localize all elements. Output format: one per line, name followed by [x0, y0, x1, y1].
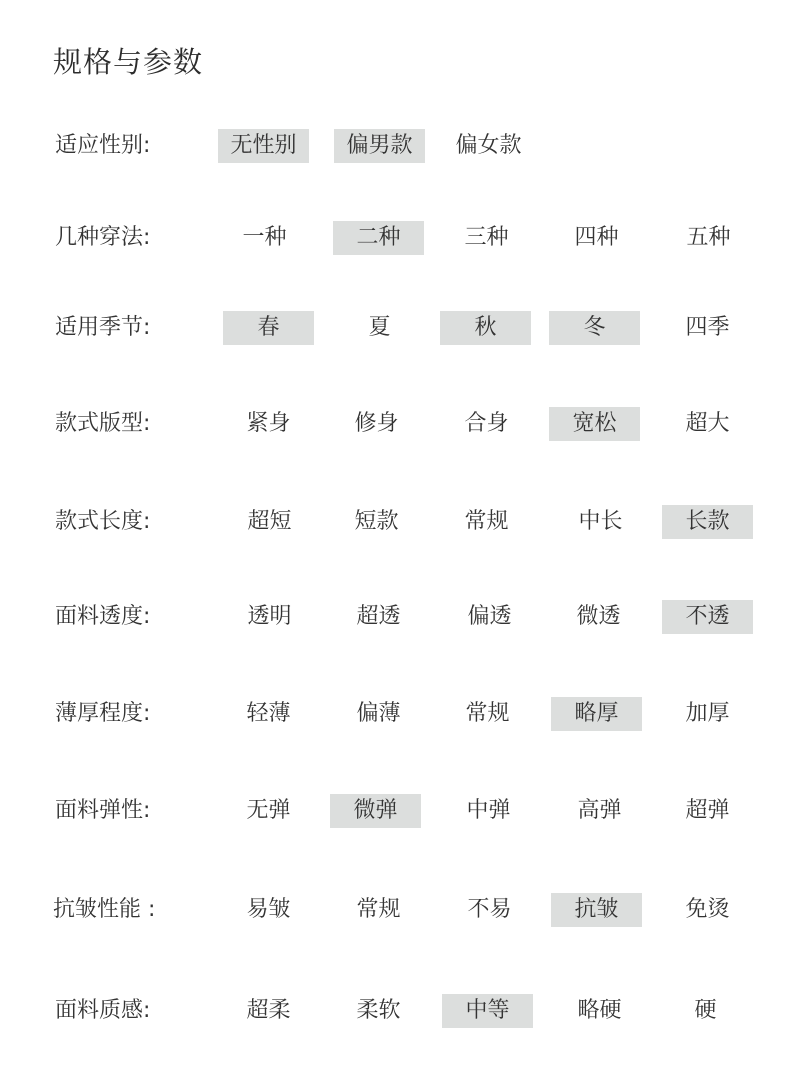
spec-row-fit: [0, 407, 812, 441]
option-chip: 微透: [576, 604, 621, 629]
option-chip: 偏透: [467, 604, 512, 629]
spec-row-wear-ways: [0, 221, 812, 255]
spec-row-elasticity: [0, 794, 812, 828]
option-chip-selected: 微弹: [330, 794, 421, 828]
option-chip: 超透: [356, 604, 401, 629]
option-chip: 修身: [354, 411, 399, 436]
option-chip-selected: 宽松: [549, 407, 640, 441]
spec-label: 适应性别:: [55, 133, 151, 158]
option-chip-selected: 二种: [333, 221, 424, 255]
option-chip-selected: 秋: [440, 311, 531, 345]
option-chip-selected: 偏男款: [334, 129, 425, 163]
option-chip: 易皱: [246, 897, 291, 922]
spec-label: 薄厚程度:: [55, 701, 151, 726]
option-chip: 中长: [578, 509, 623, 534]
spec-row-length: [0, 505, 812, 539]
spec-label: 面料弹性:: [55, 798, 151, 823]
spec-label: 款式版型:: [55, 411, 151, 436]
option-chip: 偏女款: [455, 133, 522, 158]
option-chip: 无弹: [246, 798, 291, 823]
option-chip-selected: 抗皱: [551, 893, 642, 927]
spec-label: 面料透度:: [55, 604, 151, 629]
option-chip: 超短: [247, 509, 292, 534]
option-chip: 免烫: [685, 897, 730, 922]
option-chip: 夏: [368, 315, 391, 340]
option-chip: 略硬: [577, 998, 622, 1023]
spec-label: 面料质感:: [55, 998, 151, 1023]
spec-row-gender: [0, 129, 812, 163]
spec-row-season: [0, 311, 812, 345]
option-chip: 加厚: [685, 701, 730, 726]
option-chip: 偏薄: [356, 701, 401, 726]
spec-label: 适用季节:: [55, 315, 151, 340]
option-chip: 超大: [685, 411, 730, 436]
page-title: 规格与参数: [53, 45, 204, 79]
spec-label: 抗皱性能 :: [53, 897, 156, 922]
option-chip: 常规: [464, 509, 509, 534]
option-chip: 三种: [464, 225, 509, 250]
option-chip-selected: 不透: [662, 600, 753, 634]
option-chip-selected: 略厚: [551, 697, 642, 731]
option-chip: 透明: [247, 604, 292, 629]
option-chip-selected: 中等: [442, 994, 533, 1028]
option-chip: 不易: [467, 897, 512, 922]
option-chip: 超弹: [685, 798, 730, 823]
spec-row-transparency: [0, 600, 812, 634]
spec-row-wrinkle: [0, 893, 812, 927]
option-chip: 四季: [685, 315, 730, 340]
option-chip: 超柔: [246, 998, 291, 1023]
option-chip: 硬: [694, 998, 717, 1023]
option-chip-selected: 冬: [549, 311, 640, 345]
option-chip: 五种: [686, 225, 731, 250]
option-chip: 常规: [356, 897, 401, 922]
spec-row-texture: [0, 994, 812, 1028]
option-chip-selected: 春: [223, 311, 314, 345]
spec-label: 几种穿法:: [55, 225, 151, 250]
option-chip: 常规: [465, 701, 510, 726]
option-chip-selected: 无性别: [218, 129, 309, 163]
option-chip: 四种: [574, 225, 619, 250]
spec-row-thickness: [0, 697, 812, 731]
option-chip: 中弹: [466, 798, 511, 823]
option-chip: 合身: [464, 411, 509, 436]
option-chip: 短款: [354, 509, 399, 534]
option-chip: 一种: [242, 225, 287, 250]
option-chip: 轻薄: [246, 701, 291, 726]
option-chip: 紧身: [246, 411, 291, 436]
spec-label: 款式长度:: [55, 509, 151, 534]
option-chip-selected: 长款: [662, 505, 753, 539]
option-chip: 高弹: [577, 798, 622, 823]
option-chip: 柔软: [356, 998, 401, 1023]
